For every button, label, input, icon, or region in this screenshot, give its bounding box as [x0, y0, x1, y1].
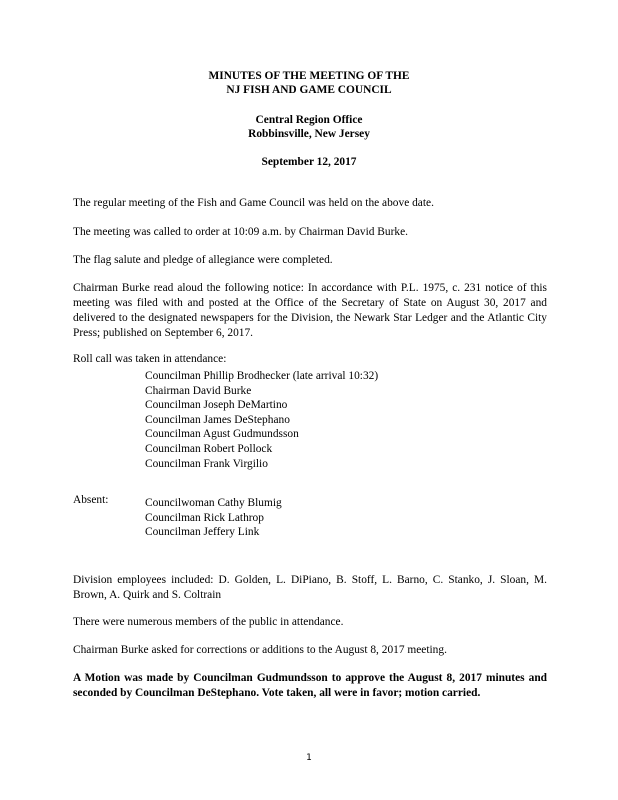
absent-members-list — [145, 496, 282, 540]
present-member: Councilman Agust Gudmundsson — [145, 428, 299, 441]
present-members-list — [145, 369, 378, 471]
motion-paragraph: A Motion was made by Councilman Gudmundsson to approve the August 8, 2017 minutes and seconded by Councilman DeStephano. Vote taken, all were in favor; motion carried. — [73, 672, 547, 700]
present-member: Councilman Joseph DeMartino — [145, 399, 288, 412]
flag-salute-paragraph: The flag salute and pledge of allegiance were completed. — [73, 254, 333, 267]
present-member: Councilman Frank Virgilio — [145, 457, 268, 470]
location-line-2: Robbinsville, New Jersey — [248, 128, 370, 140]
present-member: Chairman David Burke — [145, 384, 252, 397]
meeting-location — [0, 113, 618, 141]
absent-member: Councilwoman Cathy Blumig — [145, 497, 282, 509]
meeting-date: September 12, 2017 — [261, 156, 357, 168]
corrections-paragraph: Chairman Burke asked for corrections or additions to the August 8, 2017 meeting. — [73, 644, 447, 657]
title-line-2: NJ FISH AND GAME COUNCIL — [226, 84, 392, 96]
page-number: 1 — [306, 753, 312, 763]
call-to-order-paragraph: The meeting was called to order at 10:09 a.m. by Chairman David Burke. — [73, 226, 408, 239]
opening-paragraph: The regular meeting of the Fish and Game Council was held on the above date. — [73, 197, 434, 210]
title-line-1: MINUTES OF THE MEETING OF THE — [208, 70, 410, 82]
roll-call-paragraph: Roll call was taken in attendance: — [73, 353, 227, 366]
absent-member: Councilman Jeffery Link — [145, 526, 260, 539]
public-attendance-paragraph: There were numerous members of the public in attendance. — [73, 616, 344, 629]
absent-member: Councilman Rick Lathrop — [145, 511, 264, 524]
notice-paragraph: Chairman Burke read aloud the following notice: In accordance with P.L. 1975, c. 231 notice of this meeting was filed with and posted at the Office of the Secretary of State on August 30, 2017 and delivered to the designated newspapers for the Division, the Newark Star Ledger and the Atlantic City Press; published on September 6, 2017. — [73, 282, 547, 340]
location-line-1: Central Region Office — [255, 114, 363, 126]
present-member: Councilman Phillip Brodhecker (late arrival 10:32) — [145, 370, 379, 382]
division-employees-paragraph: Division employees included: D. Golden, L. DiPiano, B. Stoff, L. Barno, C. Stanko, J. Sloan, M. Brown, A. Quirk and S. Coltrain — [73, 574, 547, 602]
absent-label: Absent: — [73, 494, 109, 507]
present-member: Councilman James DeStephano — [145, 413, 290, 426]
present-member: Councilman Robert Pollock — [145, 442, 273, 455]
document-title — [0, 69, 618, 97]
